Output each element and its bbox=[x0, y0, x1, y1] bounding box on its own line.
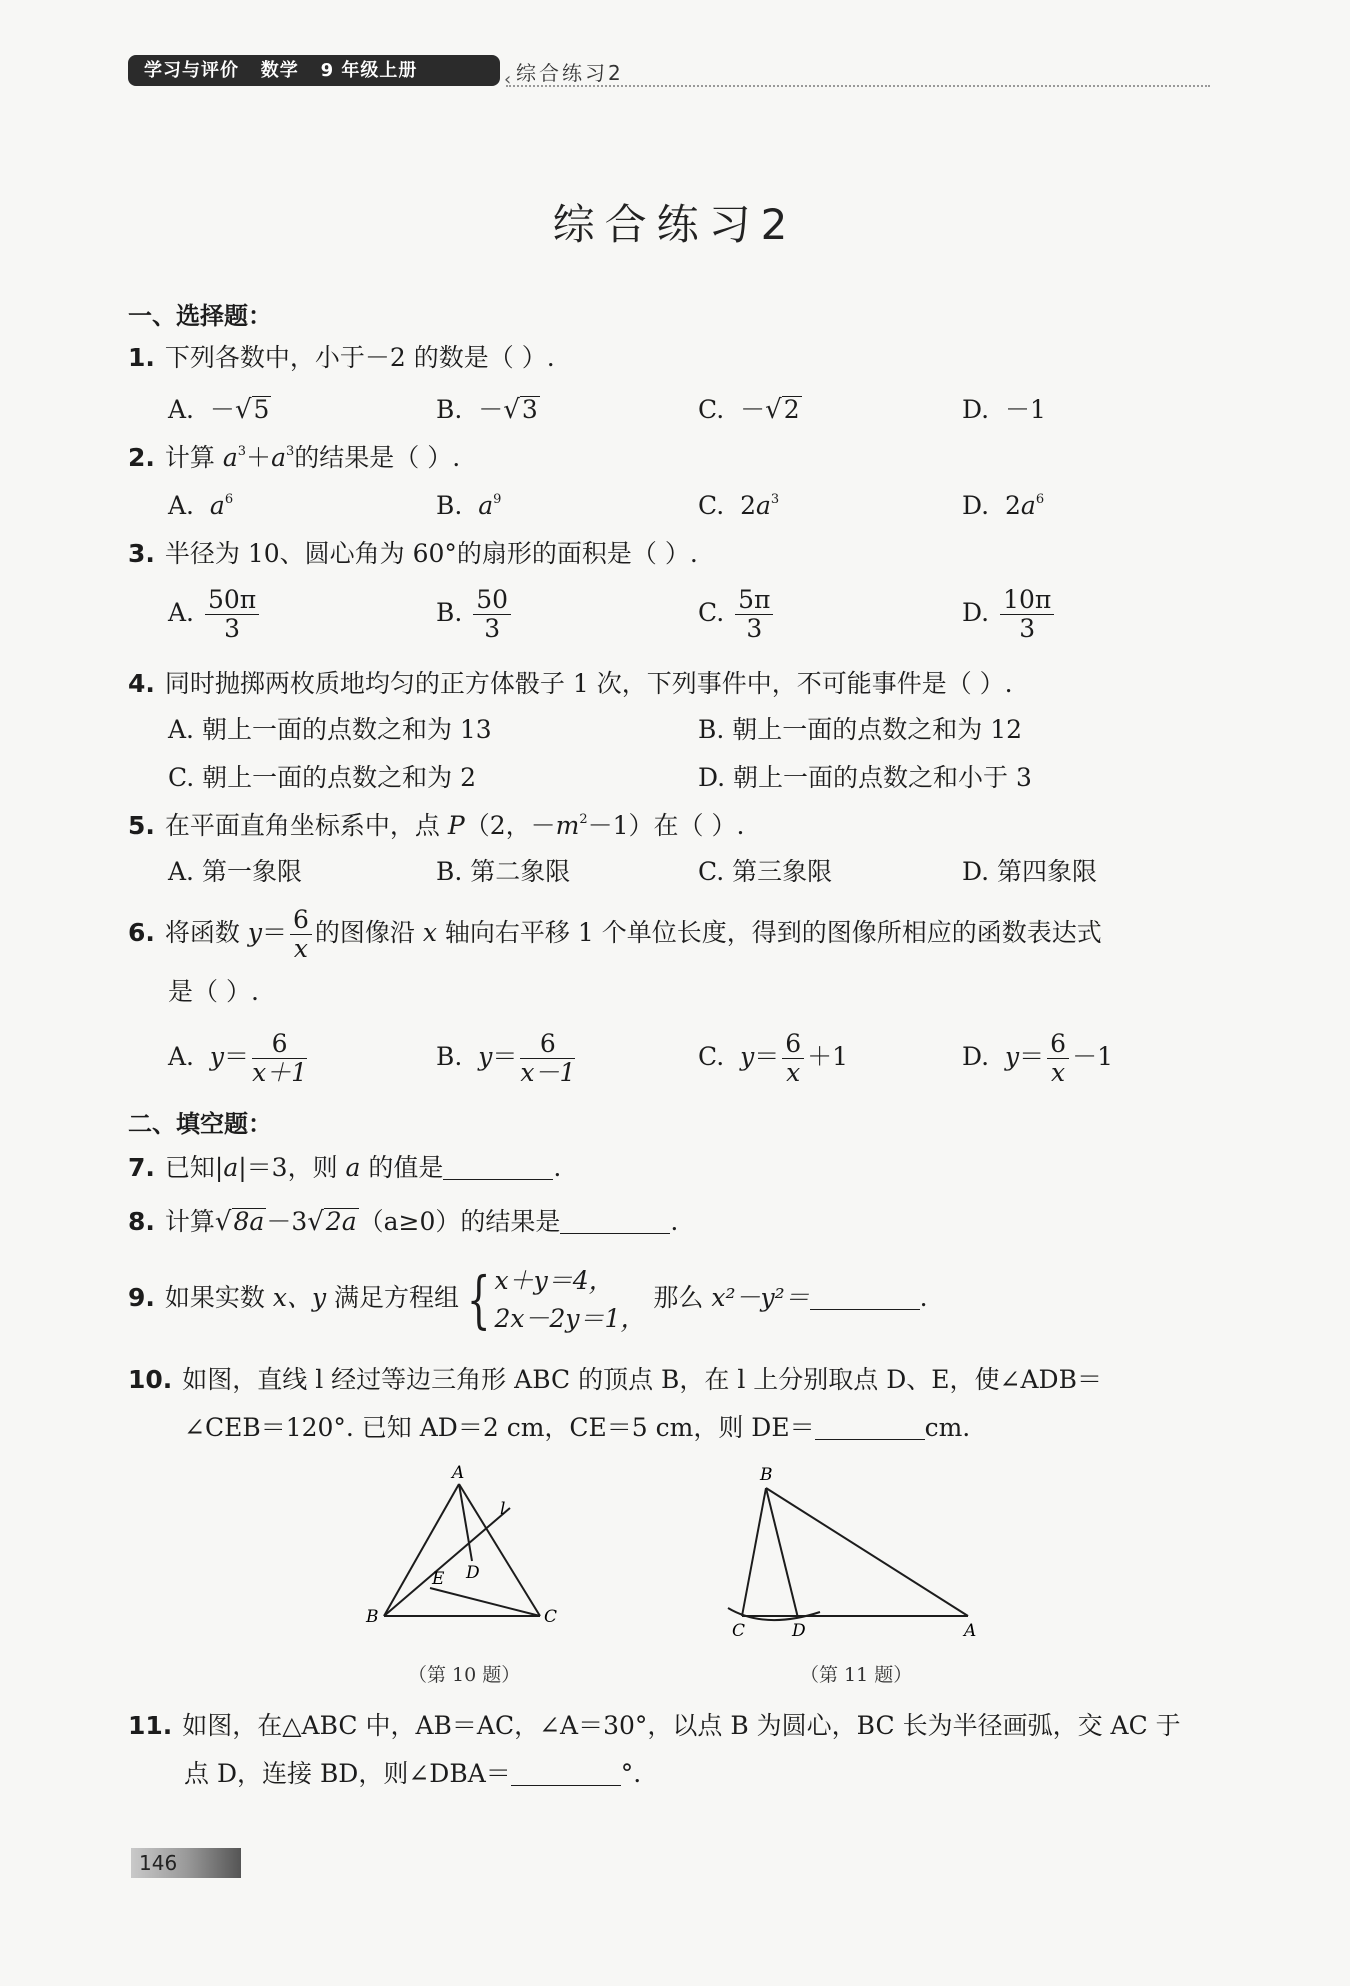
side-ab bbox=[384, 1484, 459, 1616]
q8-answer-blank[interactable] bbox=[560, 1207, 670, 1234]
q2-option-a: A. $a^6$ bbox=[168, 491, 234, 520]
q2-option-d: D. $2a^6$ bbox=[962, 491, 1045, 520]
q3-option-d: D. $\frac{10\pi}{3}$ bbox=[962, 586, 1057, 643]
segment-ce bbox=[430, 1588, 540, 1616]
header-arrow-icon: ‹ bbox=[504, 69, 512, 90]
question-5: 5. 在平面直角坐标系中，点 P（2，$-m^2-1$）在（ ）. bbox=[128, 811, 745, 840]
q10-answer-blank[interactable] bbox=[815, 1413, 925, 1440]
q4-option-d: D. 朝上一面的点数之和小于 3 bbox=[698, 763, 1032, 792]
q5-option-b: B. 第二象限 bbox=[436, 857, 571, 886]
label-d: D bbox=[792, 1621, 806, 1641]
system-brace: { bbox=[466, 1262, 491, 1336]
question-3: 3. 半径为 10、圆心角为 60°的扇形的面积是（ ）. bbox=[128, 539, 698, 568]
figure-10-caption: （第 10 题） bbox=[408, 1664, 521, 1686]
q4-option-b: B. 朝上一面的点数之和为 12 bbox=[698, 715, 1023, 744]
q6-option-b: B. y＝ $\frac{6}{x-1}$ bbox=[436, 1029, 576, 1087]
header-section: 综合练习2 bbox=[516, 61, 624, 85]
q6-option-a: A. y＝ $\frac{6}{x+1}$ bbox=[168, 1029, 308, 1087]
q6-line2: 是（ ）. bbox=[168, 977, 259, 1006]
question-1 bbox=[128, 340, 555, 376]
question-10-line2: ∠CEB＝120°. 已知 AD＝2 cm，CE＝5 cm，则 DE＝ cm. bbox=[184, 1413, 971, 1442]
q1-option-b: B. －√3 bbox=[436, 395, 538, 425]
figure-11 bbox=[720, 1458, 990, 1641]
q1-option-a: A. －√5 bbox=[168, 395, 270, 425]
section-choice: 一、选择题： bbox=[128, 302, 272, 330]
question-9: 9. 如果实数 x、y 满足方程组 { x＋y＝4， 2x－2y＝1， 那么 x²－y²＝ . bbox=[128, 1262, 928, 1336]
q2-option-c: C. $2a^3$ bbox=[698, 491, 780, 520]
label-a: A bbox=[964, 1621, 977, 1641]
label-l: l bbox=[500, 1499, 506, 1519]
q3-option-c: C. $\frac{5\pi}{3}$ bbox=[698, 586, 776, 643]
question-2: 2. 计算 $a^3+a^3$的结果是（ ）. bbox=[128, 443, 461, 472]
q6-option-d: D. y＝ $\frac{6}{x}$ －1 bbox=[962, 1029, 1113, 1087]
q1-option-c: C. －√2 bbox=[698, 395, 800, 425]
label-b: B bbox=[760, 1465, 773, 1485]
label-c: C bbox=[544, 1607, 558, 1627]
page-title: 综合练习2 bbox=[552, 200, 798, 249]
label-c: C bbox=[732, 1621, 746, 1641]
question-11-line2: 点 D，连接 BD，则∠DBA＝ °. bbox=[184, 1759, 642, 1788]
line-l bbox=[384, 1508, 510, 1616]
figure-11-diagram bbox=[720, 1458, 990, 1641]
label-b: B bbox=[366, 1607, 379, 1627]
q2-option-b: B. $a^9$ bbox=[436, 491, 502, 520]
question-4: 4. 同时抛掷两枚质地均匀的正方体骰子 1 次，下列事件中，不可能事件是（ ）. bbox=[128, 669, 1013, 698]
figure-11-caption: （第 11 题） bbox=[800, 1664, 913, 1686]
book-label: 学习与评价 数学 9 年级上册 bbox=[128, 55, 500, 86]
side-bc bbox=[742, 1488, 766, 1616]
section-fill: 二、填空题： bbox=[128, 1110, 272, 1138]
q11-answer-blank[interactable] bbox=[511, 1759, 621, 1786]
q3-option-a: A. $\frac{50\pi}{3}$ bbox=[168, 586, 262, 643]
header-dotted-line bbox=[506, 85, 1210, 87]
label-e: E bbox=[432, 1569, 445, 1589]
figure-10 bbox=[360, 1458, 580, 1632]
page-number: 146 bbox=[131, 1848, 241, 1878]
question-7: 7. 已知|a|＝3，则 a 的值是 . bbox=[128, 1153, 562, 1182]
running-header bbox=[128, 55, 1210, 89]
q1-text: 下列各数中，小于－2 的数是（ ）. bbox=[164, 343, 555, 372]
question-10: 10. 如图，直线 l 经过等边三角形 ABC 的顶点 B，在 l 上分别取点 D、E，使∠ADB＝ bbox=[128, 1365, 1102, 1394]
q7-answer-blank[interactable] bbox=[443, 1153, 553, 1180]
q4-option-a: A. 朝上一面的点数之和为 13 bbox=[168, 715, 492, 744]
q1-number: 1. bbox=[128, 343, 155, 372]
label-d: D bbox=[466, 1563, 480, 1583]
q6-option-c: C. y＝ $\frac{6}{x}$ ＋1 bbox=[698, 1029, 849, 1087]
q5-option-d: D. 第四象限 bbox=[962, 857, 1098, 886]
q9-answer-blank[interactable] bbox=[810, 1283, 920, 1310]
figure-10-diagram bbox=[360, 1458, 580, 1628]
segment-bd bbox=[766, 1488, 798, 1618]
q5-option-c: C. 第三象限 bbox=[698, 857, 833, 886]
question-6: 6. 将函数 y＝ $\frac{6}{x}$ 的图像沿 x 轴向右平移 1 个单位长度，得到的图像所相应的函数表达式 bbox=[128, 905, 1102, 963]
question-8: 8. 计算√8a－3√2a（a≥0）的结果是 . bbox=[128, 1207, 679, 1237]
q1-option-d: D. －1 bbox=[962, 395, 1046, 424]
q4-option-c: C. 朝上一面的点数之和为 2 bbox=[168, 763, 476, 792]
label-a: A bbox=[452, 1463, 465, 1483]
arc bbox=[728, 1608, 820, 1620]
q3-option-b: B. $\frac{50}{3}$ bbox=[436, 586, 514, 643]
question-11: 11. 如图，在△ABC 中，AB＝AC，∠A＝30°，以点 B 为圆心，BC 长为半径画弧，交 AC 于 bbox=[128, 1711, 1181, 1740]
side-ba bbox=[766, 1488, 968, 1616]
q5-option-a: A. 第一象限 bbox=[168, 857, 302, 886]
